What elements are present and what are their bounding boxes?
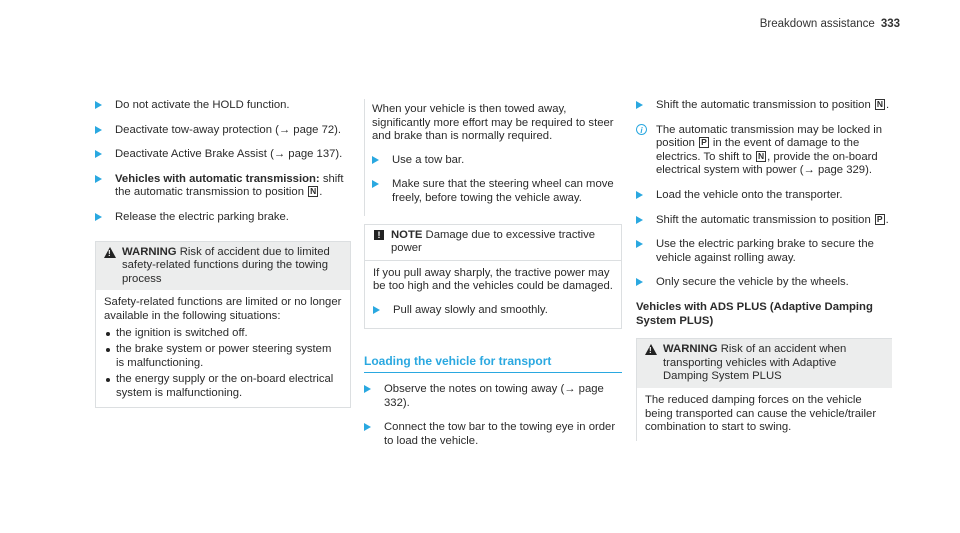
step-arrow-icon <box>95 175 102 183</box>
page-number: 333 <box>880 18 900 30</box>
bullet-item: the energy supply or the on-board electrical system is malfunctioning. <box>104 373 342 400</box>
step-item: Make sure that the steering wheel can move freely, before towing the vehicle away. <box>372 178 622 205</box>
note-box <box>364 224 622 329</box>
box-border <box>364 99 365 216</box>
gear-n-symbol: N <box>310 186 317 197</box>
step-item: Shift the automatic transmission to position P . <box>636 214 892 228</box>
step-item: Use a tow bar. <box>372 154 622 168</box>
warning-heading: Risk of accident due to limited safety-related functions during the towing process <box>122 245 330 285</box>
step-arrow-icon <box>95 126 102 134</box>
note-icon: ! <box>374 230 384 240</box>
step-item: Load the vehicle onto the transporter. <box>636 189 892 203</box>
step-arrow-icon <box>95 213 102 221</box>
gear-n-symbol: N <box>876 99 884 109</box>
step-item: Do not activate the HOLD function. <box>95 99 351 113</box>
column-3 <box>636 99 892 453</box>
gear-n-symbol: N <box>758 150 765 161</box>
step-arrow-icon <box>636 101 643 109</box>
step-item: Observe the notes on towing away (→ page 332). <box>364 383 622 410</box>
warning-header <box>96 242 350 291</box>
step-arrow-icon <box>95 101 102 109</box>
info-note: i The automatic transmission may be locked in position P in the event of damage to the electrics. To shift to N , provide the on-board electrical system with power (→ page 329). <box>636 124 892 178</box>
intro-text: When your vehicle is then towed away, significantly more effort may be required to steer and brake than is normally required. <box>372 103 614 143</box>
warning-header <box>637 339 892 388</box>
bullet-item: the ignition is switched off. <box>104 327 342 341</box>
step-item: Shift the automatic transmission to position N . <box>636 99 892 113</box>
step-arrow-icon <box>636 240 643 248</box>
step-arrow-icon <box>373 306 380 314</box>
bullet-item: the brake system or power steering system is malfunctioning. <box>104 343 342 370</box>
step-item: Connect the tow bar to the towing eye in order to load the vehicle. <box>364 421 622 448</box>
step-item: Only secure the vehicle by the wheels. <box>636 276 892 290</box>
note-header <box>365 225 621 260</box>
note-body: If you pull away sharply, the tractive power may be too high and the vehicles could be damaged. Pull away slowly and smoothly. <box>365 260 621 328</box>
step-item: Release the electric parking brake. <box>95 211 351 225</box>
step-arrow-icon <box>636 191 643 199</box>
step-arrow-icon <box>364 423 371 431</box>
step-item: Pull away slowly and smoothly. <box>373 304 613 318</box>
section-heading: Loading the vehicle for transport <box>364 355 622 374</box>
step-item: Use the electric parking brake to secure the vehicle against rolling away. <box>636 238 892 265</box>
step-arrow-icon <box>95 150 102 158</box>
warning-triangle-icon <box>645 344 657 355</box>
sub-heading: Vehicles with ADS PLUS (Adaptive Damping System PLUS) <box>636 300 873 327</box>
warning-body: The reduced damping forces on the vehicle being transported can cause the vehicle/trailer combination to start to swing. <box>645 393 877 434</box>
column-2 <box>364 99 622 460</box>
page-header <box>760 18 900 32</box>
section-title: Breakdown assistance <box>759 18 875 30</box>
step-arrow-icon <box>364 385 371 393</box>
step-bold-lead: Vehicles with automatic transmission: <box>115 172 320 185</box>
step-item: Deactivate Active Brake Assist (→ page 137). <box>95 148 351 162</box>
step-arrow-icon <box>372 180 379 188</box>
column-1 <box>95 99 351 420</box>
warning-box <box>636 338 892 441</box>
step-item: Deactivate tow-away protection (→ page 72). <box>95 124 351 138</box>
gear-p-symbol: P <box>876 213 883 224</box>
warning-label: WARNING <box>663 343 718 356</box>
info-icon: i <box>636 124 647 135</box>
step-arrow-icon <box>636 278 643 286</box>
step-item: Vehicles with automatic transmission: shift the automatic transmission to position N . <box>95 173 351 200</box>
continuation-box <box>364 99 622 216</box>
step-arrow-icon <box>372 156 379 164</box>
warning-triangle-icon <box>104 247 116 258</box>
gear-p-symbol: P <box>701 137 707 148</box>
step-arrow-icon <box>636 216 643 224</box>
warning-label: WARNING <box>122 245 177 258</box>
warning-body: Safety-related functions are limited or no longer available in the following situations: the ignition is switched off. the brake system or power steering system is malfunctioning. the energy supply or the on-board electrical system is malfunctioning. <box>104 296 342 399</box>
warning-box <box>95 241 351 408</box>
warning-heading: Risk of an accident when transporting vehicles with Adaptive Damping System PLUS <box>663 343 847 383</box>
note-label: NOTE <box>391 228 423 241</box>
note-heading: Damage due to excessive tractive power <box>391 228 596 255</box>
